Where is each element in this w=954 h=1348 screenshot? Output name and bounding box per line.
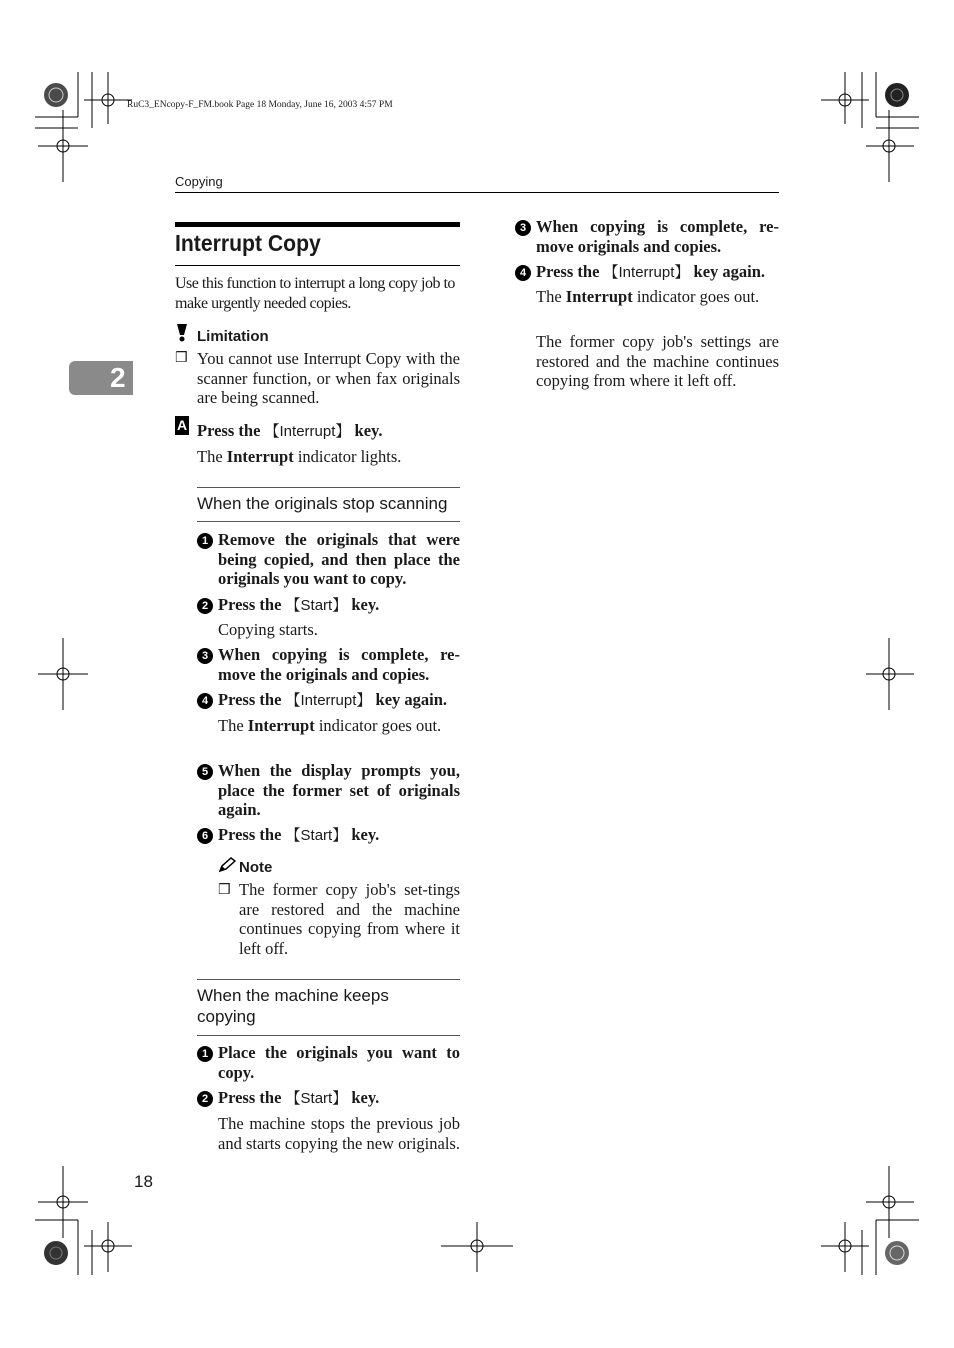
section2-step1: Place the originals you want to copy. — [218, 1043, 460, 1082]
note-heading: Note — [239, 859, 273, 876]
start-key-label: 【Start】 — [285, 597, 348, 614]
step-3-marker: 3 — [515, 220, 531, 236]
section2-top-rule — [197, 979, 460, 980]
step-2-marker: 2 — [197, 1091, 213, 1107]
title-bar — [175, 222, 460, 227]
section1-step1: Remove the originals that were being copied, and then place the originals you want to copy. — [218, 530, 460, 588]
step-a-marker: A — [176, 417, 188, 433]
running-header: Copying — [175, 174, 223, 189]
step-a-instruction: Press the 【Interrupt】 key. — [197, 421, 383, 440]
section2-step4-result2: The former copy job's settings are restored and the machine continues copying from where it left off. — [536, 332, 779, 390]
section2-heading: When the machine keeps copying — [197, 986, 389, 1026]
section1-heading: When the originals stop scanning — [197, 494, 448, 513]
interrupt-key-label: 【Interrupt】 — [603, 264, 690, 281]
section2-bottom-rule — [197, 1035, 460, 1036]
note-bullet-icon: ❒ — [218, 882, 231, 898]
section2-step2-result: The machine stops the previous job and starts copying the new originals. — [218, 1114, 460, 1153]
section1-step4-result: The Interrupt indicator goes out. — [218, 716, 442, 735]
start-key-label: 【Start】 — [285, 1090, 348, 1107]
step-4-marker: 4 — [197, 693, 213, 709]
step-1-marker: 1 — [197, 1046, 213, 1062]
section1-step5: When the display prompts you, place the former set of originals again. — [218, 761, 460, 819]
section2-step4-result: The Interrupt indicator goes out. — [536, 287, 760, 306]
section1-step4: Press the 【Interrupt】 key again. — [218, 690, 448, 709]
intro-paragraph: Use this function to interrupt a long copy job to make urgently needed copies. — [175, 275, 455, 312]
step-4-marker: 4 — [515, 265, 531, 281]
limitation-icon — [176, 323, 188, 343]
limitation-heading: Limitation — [197, 328, 269, 345]
header-rule — [175, 192, 779, 193]
step-a-result: The Interrupt indicator lights. — [197, 447, 402, 466]
limitation-bullet-icon: ❒ — [175, 350, 188, 366]
section2-step4: Press the 【Interrupt】 key again. — [536, 262, 766, 281]
page-number: 18 — [134, 1172, 153, 1191]
interrupt-key-label: 【Interrupt】 — [285, 692, 372, 709]
section1-top-rule — [197, 487, 460, 488]
title-rule — [175, 265, 460, 266]
book-file-info: RuC3_ENcopy-F_FM.book Page 18 Monday, June 16, 2003 4:57 PM — [127, 100, 393, 110]
note-text: The former copy job's set-tings are restored and the machine continues copying from where it left off. — [239, 880, 460, 958]
step-2-marker: 2 — [197, 598, 213, 614]
section1-step3: When copying is complete, re-move the originals and copies. — [218, 645, 460, 684]
step-5-marker: 5 — [197, 764, 213, 780]
section1-step2-result: Copying starts. — [218, 620, 318, 639]
section2-step3: When copying is complete, re-move originals and copies. — [536, 217, 779, 256]
note-pencil-icon — [218, 857, 236, 873]
section1-step6: Press the 【Start】 key. — [218, 825, 380, 844]
step-1-marker: 1 — [197, 533, 213, 549]
chapter-number: 2 — [110, 362, 126, 393]
start-key-label: 【Start】 — [285, 827, 348, 844]
step-3-marker: 3 — [197, 648, 213, 664]
section1-step2: Press the 【Start】 key. — [218, 595, 380, 614]
section2-step2: Press the 【Start】 key. — [218, 1088, 380, 1107]
section1-bottom-rule — [197, 521, 460, 522]
interrupt-key-label: 【Interrupt】 — [264, 423, 351, 440]
step-6-marker: 6 — [197, 828, 213, 844]
section-title: Interrupt Copy — [175, 230, 321, 256]
limitation-text: You cannot use Interrupt Copy with the scanner function, or when fax originals are being scanned. — [197, 349, 460, 407]
